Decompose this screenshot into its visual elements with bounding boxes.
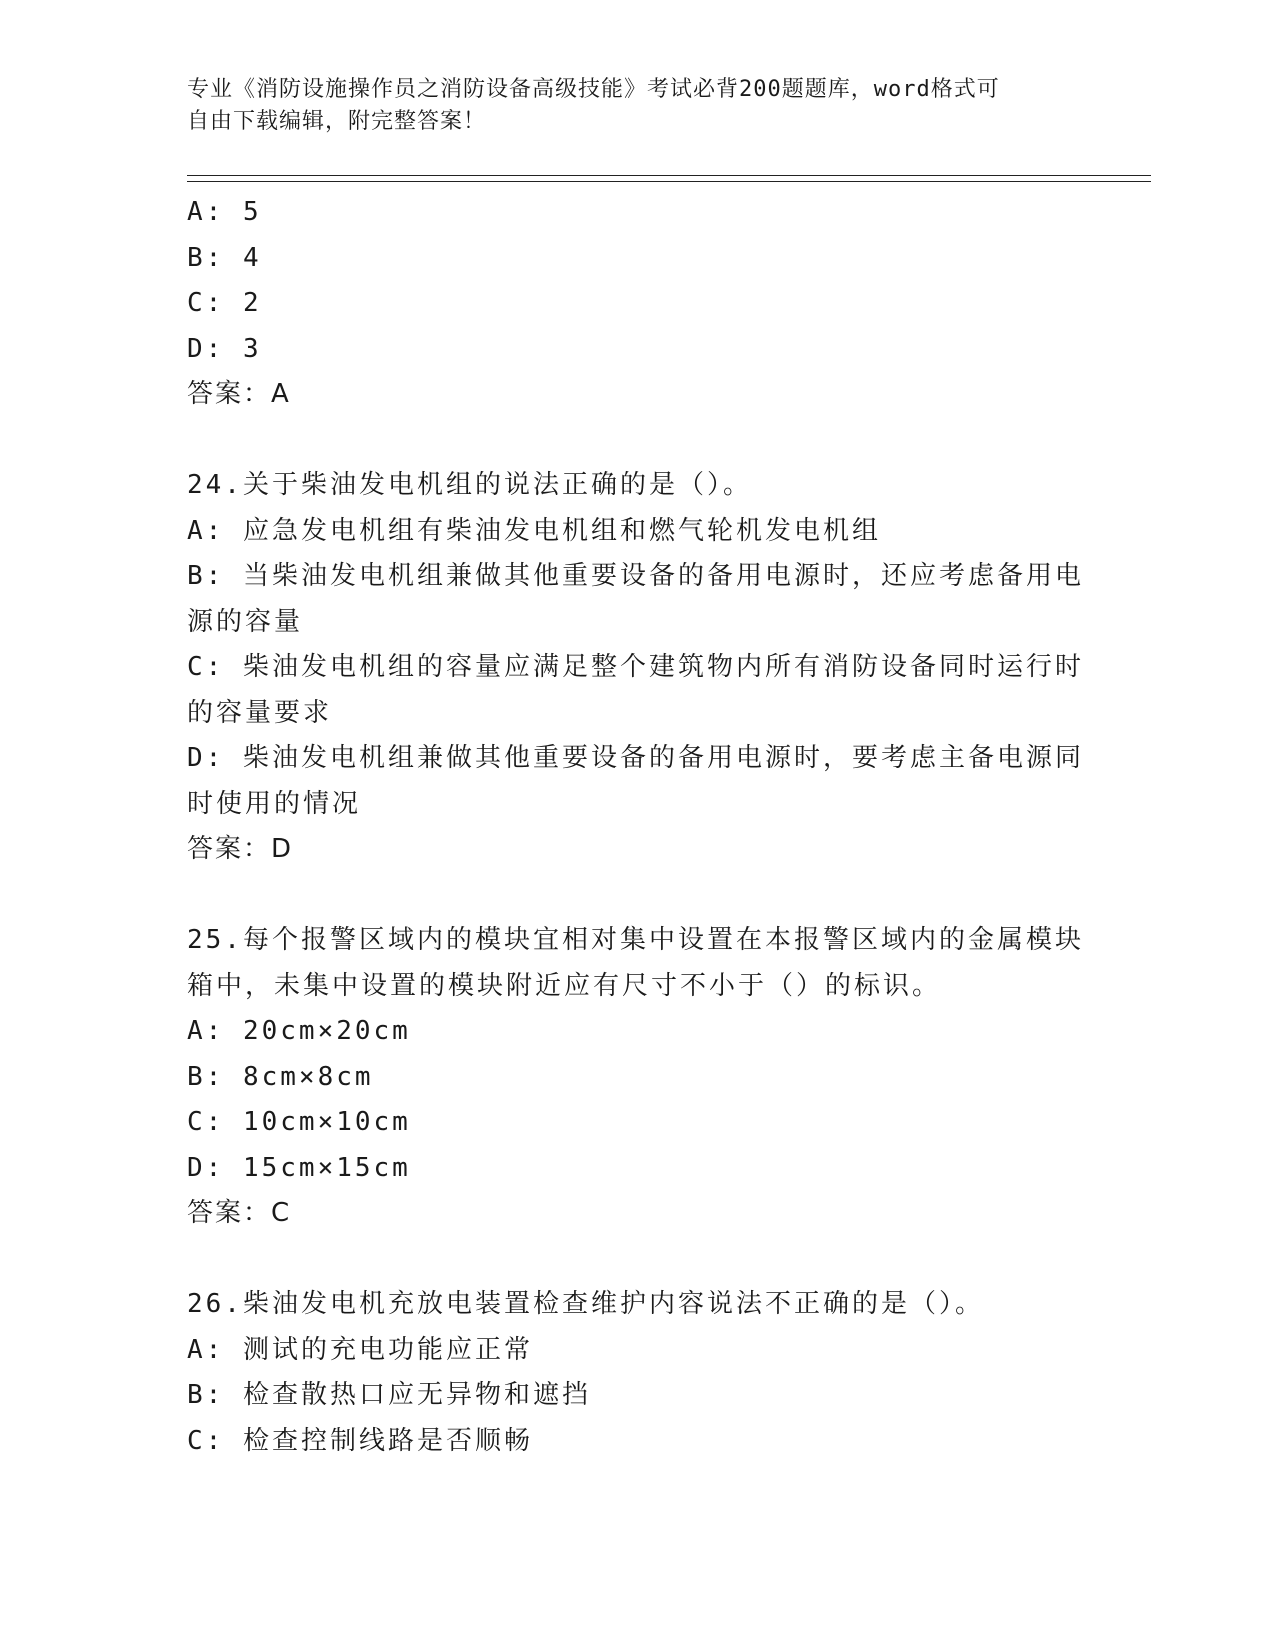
q25-option-c: C: 10cm×10cm: [187, 1107, 411, 1137]
q25-option-b: B: 8cm×8cm: [187, 1061, 374, 1092]
q25-option-d: D: 15cm×15cm: [187, 1152, 411, 1183]
q24-option-c-line-1: C: 柴油发电机组的容量应满足整个建筑物内所有消防设备同时运行时: [187, 652, 1084, 682]
question-24: [187, 463, 1084, 873]
spacer: [187, 873, 1067, 919]
q23-answer: 答案：A: [187, 379, 291, 409]
q26-option-b: B: 检查散热口应无异物和遮挡: [187, 1380, 591, 1410]
q25-stem-line-1: 25.每个报警区域内的模块宜相对集中设置在本报警区域内的金属模块: [187, 925, 1084, 955]
q23-option-c: C: 2: [187, 288, 262, 318]
q24-option-b-line-1: B: 当柴油发电机组兼做其他重要设备的备用电源时，还应考虑备用电: [187, 561, 1084, 591]
q25-option-a: A: 20cm×20cm: [187, 1016, 411, 1046]
question-25: [187, 918, 1084, 1237]
q26-stem: 26.柴油发电机充放电装置检查维护内容说法不正确的是（）。: [187, 1289, 984, 1319]
q24-option-d-line-1: D: 柴油发电机组兼做其他重要设备的备用电源时，要考虑主备电源同: [187, 743, 1084, 773]
spacer: [187, 1237, 1067, 1283]
header-line-1: 专业《消防设施操作员之消防设备高级技能》考试必背200题题库，word格式可: [187, 77, 1000, 102]
q24-answer: 答案：D: [187, 834, 294, 864]
header-line-2: 自由下载编辑，附完整答案！: [187, 109, 487, 134]
header-rule-bottom: [187, 181, 1151, 182]
q26-option-a: A: 测试的充电功能应正常: [187, 1334, 533, 1365]
q23-option-b: B: 4: [187, 242, 262, 273]
document-header: [187, 74, 1067, 138]
q24-option-c-line-2: 的容量要求: [187, 697, 333, 728]
q24-stem: 24.关于柴油发电机组的说法正确的是（）。: [187, 470, 752, 500]
q24-option-b-line-2: 源的容量: [187, 606, 304, 637]
q24-option-a: A: 应急发电机组有柴油发电机组和燃气轮机发电机组: [187, 515, 881, 546]
q24-option-d-line-2: 时使用的情况: [187, 788, 362, 819]
header-rule-top: [187, 175, 1151, 176]
spacer: [187, 418, 1067, 464]
q23-option-d: D: 3: [187, 333, 262, 364]
q25-stem-line-2: 箱中，未集中设置的模块附近应有尺寸不小于（）的标识。: [187, 970, 942, 1001]
q26-option-c: C: 检查控制线路是否顺畅: [187, 1425, 533, 1456]
question-26: [187, 1282, 1067, 1464]
q25-answer: 答案：C: [187, 1198, 292, 1228]
q23-option-a: A: 5: [187, 197, 262, 227]
question-23: [187, 190, 1067, 418]
question-list: [187, 190, 1084, 1464]
